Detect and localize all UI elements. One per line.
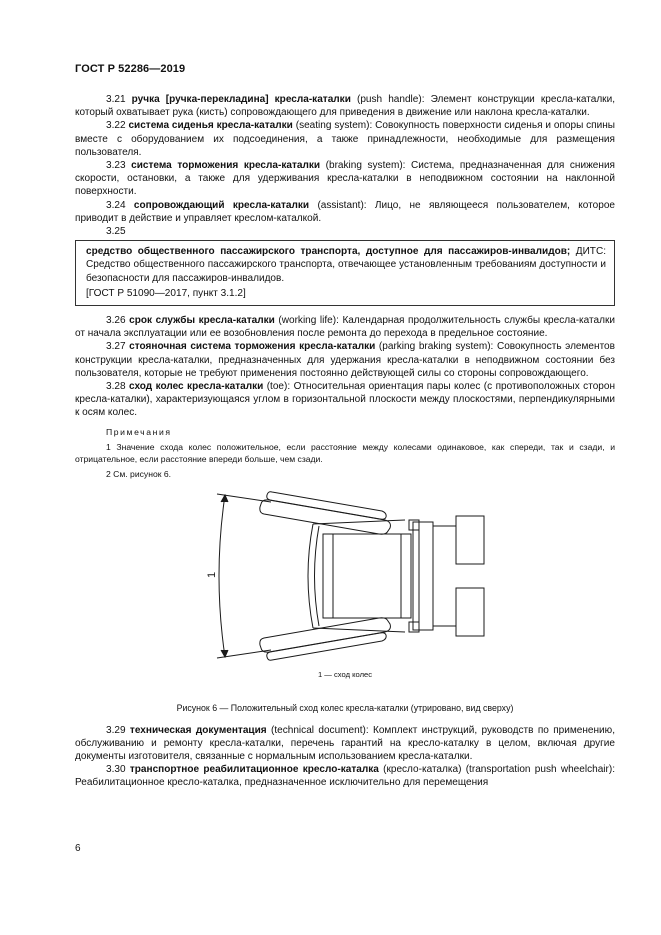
- term-3-25-reference: [ГОСТ Р 51090—2017, пункт 3.1.2]: [86, 287, 246, 299]
- term-title: сопровождающий кресла-каталки: [133, 199, 310, 211]
- term-3-21: [75, 93, 615, 119]
- term-definition: (push handle): Элемент конструкции кресла-каталки, который охватывает рука (кисть) сопровождающего для приведения в движение или наклона кресла-каталки.: [75, 94, 615, 119]
- notes-title: Примечания: [106, 426, 172, 437]
- term-title: транспортное реабилитационное кресло-каталка: [129, 764, 379, 776]
- term-number: 3.30: [106, 764, 126, 776]
- dimension-marker: 1: [206, 571, 218, 578]
- term-3-22: [75, 119, 615, 159]
- term-definition: (toe): Относительная ориентация пары колес (с противоположных сторон кресла-каталки), характеризующаяся углом в горизонтальной плоскости между плоскостями, перпендикулярными к осям колес.: [75, 381, 615, 419]
- figure-caption: Рисунок 6 — Положительный сход колес кресла-каталки (утрировано, вид сверху): [176, 702, 514, 713]
- note-2: 2 См. рисунок 6.: [106, 468, 172, 479]
- back-frame-outer: [308, 524, 313, 628]
- term-3-24: [75, 199, 615, 225]
- note-1: 1 Значение схода колес положительное, если расстояние между колесами одинаковое, как спереди, так и сзади, и отрицательное, если расстояние впереди больше, чем сзади.: [75, 441, 615, 464]
- term-3-27: [75, 340, 615, 380]
- term-title: средство общественного пассажирского транспорта, доступное для пассажиров-инвалидов;: [86, 246, 571, 258]
- term-number: 3.26: [106, 315, 126, 327]
- front-frame: [413, 522, 433, 630]
- term-definition: (technical document): Комплект инструкций, руководств по применению, обслуживанию и ремонту кресла-каталки, перечень гарантий на кресло-каталку в целом, включая другие документы изготовителя, связанные с нормальным использованием кресла-каталки.: [75, 724, 615, 763]
- figure-legend: 1 — сход колес: [317, 669, 373, 679]
- arrow-top: [221, 495, 228, 502]
- term-definition: (working life): Календарная продолжительность службы кресла-каталки от начала эксплуатации или ее возобновления после ремонта до перехода в предельное состояние.: [75, 315, 615, 340]
- term-definition: (кресло-каталка) (transportation push wheelchair): Реабилитационное кресло-каталка, предназначенное исключительно для перемещения: [75, 764, 616, 789]
- document-body: [75, 93, 615, 790]
- term-definition: ДИТС: Средство общественного пассажирского транспорта, отвечающее установленным требованиям доступности и безопасности для пассажиров-инвалидов.: [86, 246, 606, 284]
- term-title: срок службы кресла-каталки: [129, 315, 275, 327]
- term-3-30: [75, 763, 615, 789]
- term-3-25-text: [86, 245, 606, 285]
- term-title: система торможения кресла-каталки: [131, 160, 321, 172]
- term-number: 3.24: [106, 199, 126, 211]
- footrest-lower: [456, 588, 484, 636]
- term-number: 3.22: [106, 120, 126, 132]
- wheelchair-top-view-drawing: [75, 486, 615, 666]
- term-title: система сиденья кресла-каталки: [128, 120, 293, 132]
- footrest-upper: [456, 516, 484, 564]
- term-title: стояночная система торможения кресла-каталки: [129, 341, 376, 353]
- term-number: 3.27: [106, 341, 126, 353]
- term-number: 3.23: [106, 160, 126, 172]
- push-rim-upper: [267, 491, 386, 518]
- seat-frame: [323, 534, 411, 618]
- term-number: 3.29: [106, 724, 126, 736]
- term-definition: (parking braking system): Совокупность элементов конструкции кресла-каталки, предназначенных для удержания кресла-каталки в неподвижном состоянии без пользователя, которые не требуют применения постоянно действующей силы со стороны сопровождающего.: [75, 341, 615, 379]
- term-number: 3.21: [106, 94, 126, 105]
- notes-block: [75, 426, 615, 480]
- term-number: 3.28: [106, 381, 126, 393]
- back-frame-inner: [315, 526, 320, 626]
- figure-6: [75, 486, 615, 724]
- term-3-23: [75, 159, 615, 199]
- arrow-bottom: [221, 650, 228, 657]
- push-rim-lower: [267, 632, 386, 659]
- page-number: 6: [75, 843, 81, 854]
- term-definition: (seating system): Совокупность поверхности сиденья и опоры спины вместе с оборудованием их подсоединения, а также принадлежности, необходимые для размещения пользователя.: [75, 120, 615, 158]
- term-3-25-number: 3.25: [106, 226, 126, 238]
- toe-angle-arc: [219, 495, 225, 657]
- term-3-26: [75, 314, 615, 340]
- term-definition: (braking system): Система, предназначенная для снижения скорости, остановки, а также для удерживания кресла-каталки в неподвижном состоянии на наклонной поверхности.: [75, 160, 616, 198]
- term-title: ручка [ручка-перекладина] кресла-каталки: [131, 94, 351, 105]
- term-title: техническая документация: [129, 724, 267, 736]
- term-3-29: [75, 724, 615, 764]
- term-title: сход колес кресла-каталки: [128, 381, 264, 393]
- document-header: ГОСТ Р 52286—2019: [75, 63, 186, 75]
- term-3-28: [75, 380, 615, 420]
- term-3-25-box: [75, 240, 615, 306]
- term-definition: (assistant): Лицо, не являющееся пользователем, которое приводит в действие и управляет креслом-каталкой.: [75, 199, 616, 224]
